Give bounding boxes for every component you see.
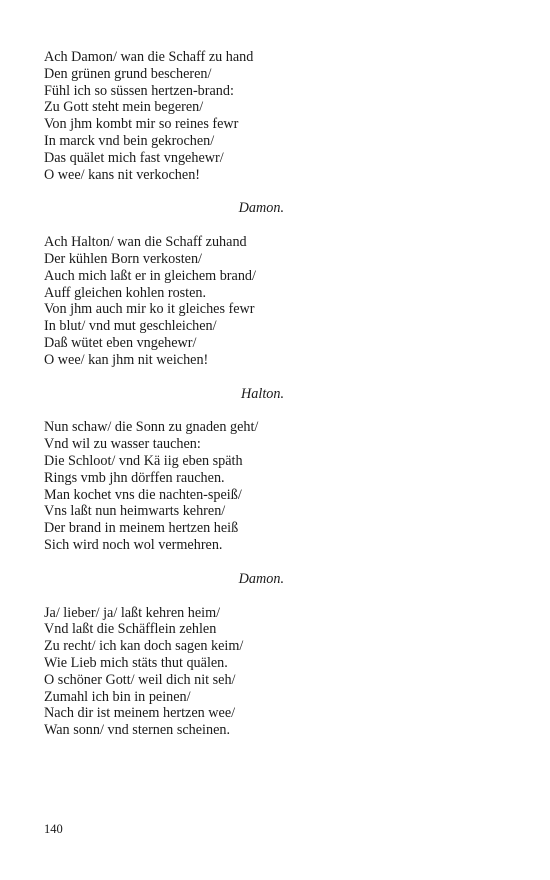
- verse-line: Der kühlen Born verkosten/: [44, 250, 202, 267]
- verse-line: Ja/ lieber/ ja/ laßt kehren heim/: [44, 604, 221, 621]
- verse-line: In marck vnd bein gekrochen/: [44, 132, 215, 149]
- page-number: 140: [44, 822, 63, 836]
- verse-line: Wan sonn/ vnd sternen scheinen.: [44, 722, 231, 739]
- poem-text: [44, 49, 284, 739]
- speaker-heading: Damon.: [238, 570, 284, 587]
- verse-line: Nun schaw/ die Sonn zu gnaden geht/: [44, 419, 259, 436]
- stanza-3: [44, 419, 284, 553]
- verse-line: Vnd wil zu wasser tauchen:: [44, 436, 201, 453]
- verse-line: O wee/ kans nit verkochen!: [44, 166, 201, 183]
- stanza-2: [44, 234, 284, 368]
- verse-line: Nach dir ist meinem hertzen wee/: [44, 705, 236, 722]
- verse-line: Auch mich laßt er in gleichem brand/: [44, 267, 256, 284]
- verse-line: Ach Damon/ wan die Schaff zu hand: [44, 49, 254, 65]
- verse-line: Von jhm kombt mir so reines fewr: [44, 116, 239, 133]
- verse-line: Sich wird noch wol vermehren.: [44, 536, 223, 553]
- speaker-heading: Damon.: [238, 200, 284, 217]
- verse-line: Zu Gott steht mein begeren/: [44, 99, 204, 116]
- verse-line: Fühl ich so süssen hertzen-brand:: [44, 82, 234, 99]
- verse-line: Von jhm auch mir ko it gleiches fewr: [44, 301, 255, 318]
- verse-line: Wie Lieb mich stäts thut quälen.: [44, 654, 228, 671]
- stanza-4: [44, 605, 284, 739]
- verse-line: Daß wütet eben vngehewr/: [44, 334, 197, 351]
- verse-line: In blut/ vnd mut geschleichen/: [44, 318, 217, 335]
- verse-line: Ach Halton/ wan die Schaff zuhand: [44, 234, 247, 251]
- verse-line: Auff gleichen kohlen rosten.: [44, 284, 207, 301]
- verse-line: Die Schloot/ vnd Kä iig eben späth: [44, 452, 243, 469]
- verse-line: Den grünen grund bescheren/: [44, 65, 212, 82]
- verse-line: Das quälet mich fast vngehewr/: [44, 149, 224, 166]
- verse-line: Zumahl ich bin in peinen/: [44, 688, 191, 705]
- speaker-heading: Halton.: [241, 385, 284, 402]
- verse-line: Vnd laßt die Schäfflein zehlen: [44, 621, 217, 638]
- verse-line: Vns laßt nun heimwarts kehren/: [44, 503, 226, 520]
- verse-line: Zu recht/ ich kan doch sagen keim/: [44, 638, 244, 655]
- verse-line: Man kochet vns die nachten-speiß/: [44, 486, 242, 503]
- verse-line: O wee/ kan jhm nit weichen!: [44, 351, 209, 368]
- verse-line: Rings vmb jhn dörffen rauchen.: [44, 469, 225, 486]
- verse-line: O schöner Gott/ weil dich nit seh/: [44, 671, 236, 688]
- verse-line: Der brand in meinem hertzen heiß: [44, 520, 239, 537]
- stanza-1: [44, 49, 284, 183]
